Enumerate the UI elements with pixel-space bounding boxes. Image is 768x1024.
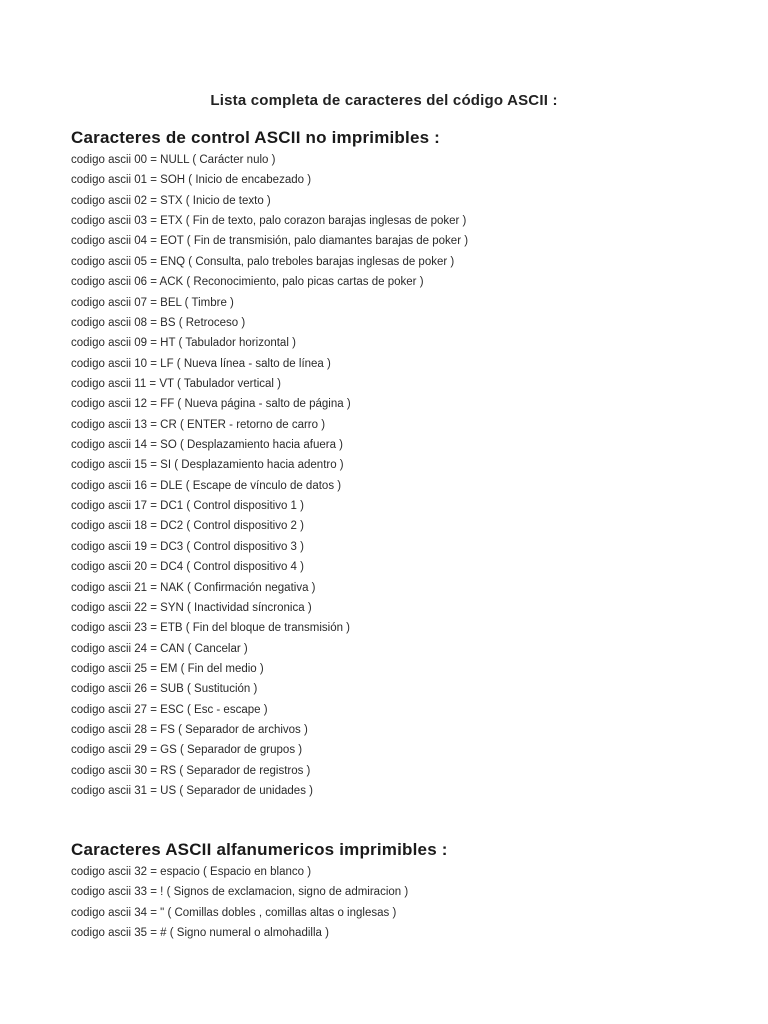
list-item: codigo ascii 08 = BS ( Retroceso ) [71, 316, 246, 329]
control-characters-list [71, 150, 468, 802]
list-item: codigo ascii 18 = DC2 ( Control dispositivo 2 ) [71, 520, 304, 533]
list-item: codigo ascii 25 = EM ( Fin del medio ) [71, 662, 264, 675]
list-item: codigo ascii 09 = HT ( Tabulador horizontal ) [71, 337, 296, 350]
list-item: codigo ascii 16 = DLE ( Escape de vínculo de datos ) [71, 479, 342, 492]
list-item: codigo ascii 05 = ENQ ( Consulta, palo treboles barajas inglesas de poker ) [71, 255, 455, 268]
list-item: codigo ascii 22 = SYN ( Inactividad síncronica ) [71, 601, 312, 614]
list-item: codigo ascii 33 = ! ( Signos de exclamacion, signo de admiracion ) [71, 886, 409, 899]
list-item: codigo ascii 11 = VT ( Tabulador vertical ) [71, 377, 281, 390]
list-item: codigo ascii 30 = RS ( Separador de registros ) [71, 764, 311, 777]
list-item: codigo ascii 13 = CR ( ENTER - retorno de carro ) [71, 418, 326, 431]
list-item: codigo ascii 04 = EOT ( Fin de transmisión, palo diamantes barajas de poker ) [71, 235, 469, 248]
list-item: codigo ascii 17 = DC1 ( Control dispositivo 1 ) [71, 500, 304, 513]
list-item: codigo ascii 20 = DC4 ( Control dispositivo 4 ) [71, 561, 304, 574]
list-item: codigo ascii 24 = CAN ( Cancelar ) [71, 642, 248, 655]
list-item: codigo ascii 00 = NULL ( Carácter nulo ) [71, 154, 276, 166]
list-item: codigo ascii 10 = LF ( Nueva línea - salto de línea ) [71, 357, 331, 370]
list-item: codigo ascii 23 = ETB ( Fin del bloque de transmisión ) [71, 622, 351, 635]
list-item: codigo ascii 27 = ESC ( Esc - escape ) [71, 703, 268, 716]
list-item: codigo ascii 31 = US ( Separador de unidades ) [71, 785, 313, 798]
page-title: Lista completa de caracteres del código ASCII : [210, 92, 558, 109]
list-item: codigo ascii 01 = SOH ( Inicio de encabezado ) [71, 174, 312, 187]
list-item: codigo ascii 06 = ACK ( Reconocimiento, palo picas cartas de poker ) [71, 276, 424, 289]
list-item: codigo ascii 28 = FS ( Separador de archivos ) [71, 724, 308, 737]
list-item: codigo ascii 03 = ETX ( Fin de texto, palo corazon barajas inglesas de poker ) [71, 215, 467, 228]
list-item: codigo ascii 29 = GS ( Separador de grupos ) [71, 744, 303, 757]
list-item: codigo ascii 15 = SI ( Desplazamiento hacia adentro ) [71, 459, 344, 472]
list-item: codigo ascii 19 = DC3 ( Control dispositivo 3 ) [71, 540, 304, 553]
list-item: codigo ascii 21 = NAK ( Confirmación negativa ) [71, 581, 316, 594]
list-item: codigo ascii 07 = BEL ( Timbre ) [71, 296, 234, 309]
printable-characters-list [71, 862, 408, 943]
list-item: codigo ascii 12 = FF ( Nueva página - salto de página ) [71, 398, 351, 411]
section-heading-printable: Caracteres ASCII alfanumericos imprimibles : [71, 840, 448, 859]
list-item: codigo ascii 02 = STX ( Inicio de texto ) [71, 194, 271, 207]
section-heading-control: Caracteres de control ASCII no imprimibles : [71, 128, 441, 147]
list-item: codigo ascii 34 = " ( Comillas dobles , comillas altas o inglesas ) [71, 906, 397, 919]
list-item: codigo ascii 26 = SUB ( Sustitución ) [71, 683, 258, 696]
list-item: codigo ascii 35 = # ( Signo numeral o almohadilla ) [71, 927, 329, 940]
list-item: codigo ascii 32 = espacio ( Espacio en blanco ) [71, 866, 312, 878]
list-item: codigo ascii 14 = SO ( Desplazamiento hacia afuera ) [71, 439, 343, 452]
